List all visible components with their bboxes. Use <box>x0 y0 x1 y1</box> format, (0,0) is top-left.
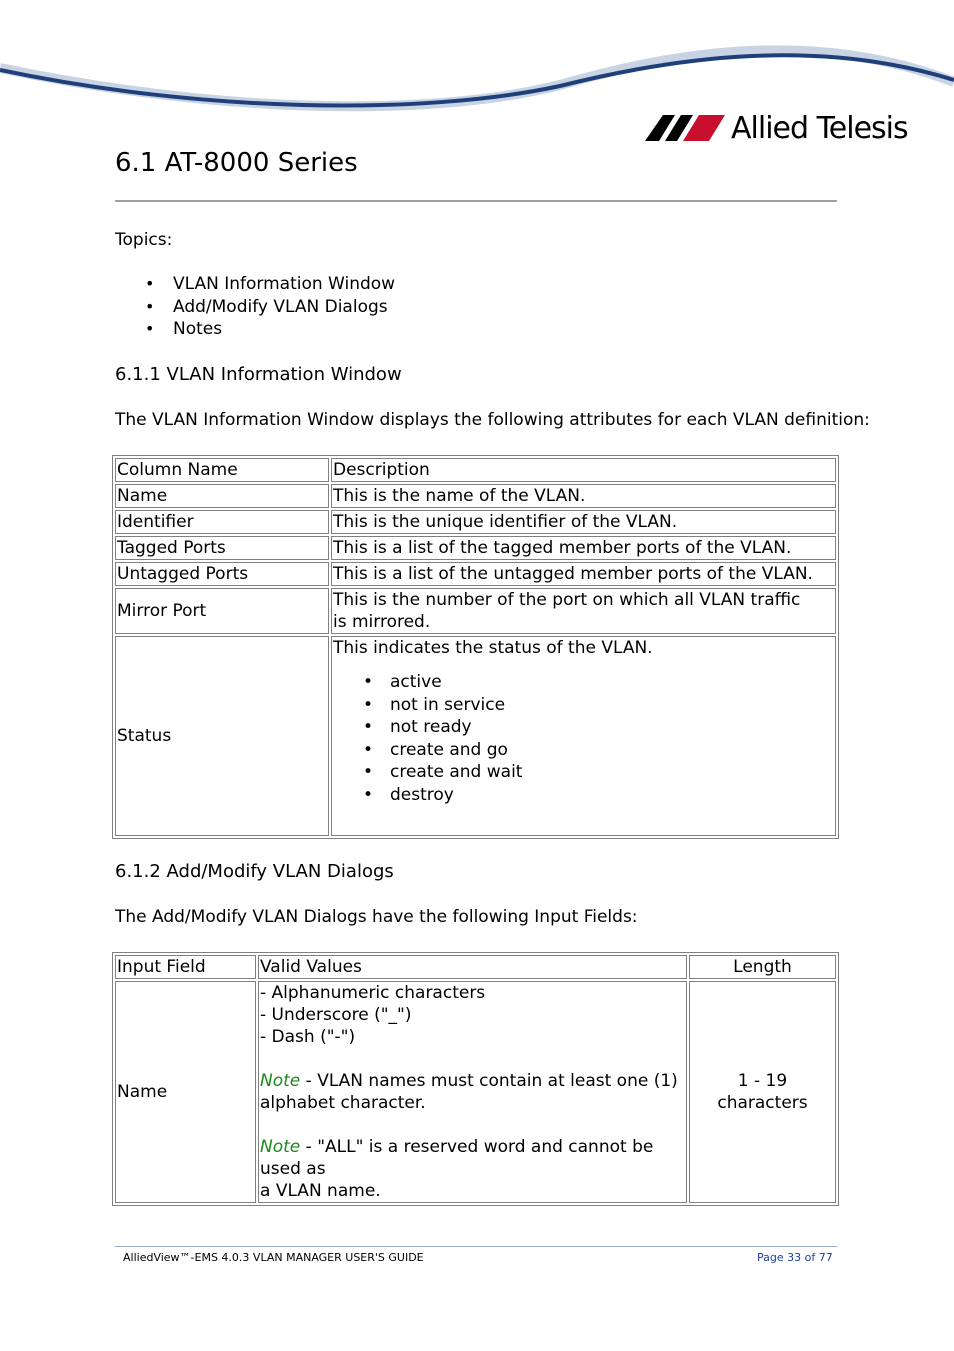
table-cell: Name <box>115 484 329 508</box>
valid-value: - Alphanumeric characters <box>260 983 486 1003</box>
section2-intro: The Add/Modify VLAN Dialogs have the following Input Fields: <box>115 907 638 927</box>
vlan-info-table <box>112 455 839 839</box>
table-cell: Name <box>115 981 256 1203</box>
table-cell: This is the name of the VLAN. <box>331 484 836 508</box>
topic-item: • VLAN Information Window <box>115 273 395 296</box>
note-text: alphabet character. <box>260 1093 426 1113</box>
intro-emphasis: VLAN Information Window <box>152 410 375 430</box>
logo-text: Allied Telesis <box>731 110 908 146</box>
mirror-desc-line: is mirrored. <box>333 612 431 632</box>
mirror-desc-line: This is the number of the port on which all VLAN traffic <box>333 590 801 610</box>
section-heading-add-modify: 6.1.2 Add/Modify VLAN Dialogs <box>115 861 394 882</box>
status-desc: This indicates the status of the VLAN. <box>333 638 653 658</box>
table-cell: Mirror Port <box>115 588 329 634</box>
table-header: Input Field <box>115 955 256 979</box>
page-number: Page 33 of 77 <box>757 1251 833 1264</box>
table-cell <box>258 981 687 1203</box>
intro-prefix: The <box>115 410 153 430</box>
table-cell: Tagged Ports <box>115 536 329 560</box>
list-item: • active <box>333 671 834 694</box>
valid-value: - Dash ("-") <box>260 1027 356 1047</box>
table-cell: Status <box>115 636 329 836</box>
footer-divider <box>115 1246 837 1247</box>
table-row <box>115 536 836 560</box>
topic-item: • Add/Modify VLAN Dialogs <box>115 296 395 319</box>
table-row <box>115 562 836 586</box>
note-line <box>260 1136 685 1180</box>
list-item: • destroy <box>333 784 834 807</box>
table-header: Length <box>689 955 836 979</box>
table-header: Description <box>331 458 836 482</box>
table-cell: This is the unique identifier of the VLAN. <box>331 510 836 534</box>
note-label: Note <box>260 1071 301 1091</box>
topics-label: Topics: <box>115 230 173 250</box>
note-text: a VLAN name. <box>260 1181 381 1201</box>
note-line <box>260 1070 685 1092</box>
allied-telesis-logo <box>645 108 908 148</box>
list-item: • create and go <box>333 739 834 762</box>
table-cell: Identifier <box>115 510 329 534</box>
table-cell <box>331 588 836 634</box>
footer-title: AlliedView™-EMS 4.0.3 VLAN MANAGER USER'S GUIDE <box>123 1251 424 1264</box>
list-item: • create and wait <box>333 761 834 784</box>
logo-mark-icon <box>645 115 725 141</box>
page-title: 6.1 AT-8000 Series <box>115 148 358 178</box>
table-row <box>115 588 836 634</box>
section-heading-vlan-info: 6.1.1 VLAN Information Window <box>115 364 402 385</box>
intro-suffix: displays the following attributes for each VLAN definition: <box>374 410 870 430</box>
status-values-list <box>333 671 834 806</box>
note-text: - VLAN names must contain at least one (1) <box>300 1071 678 1091</box>
topics-list <box>115 273 395 341</box>
table-header: Column Name <box>115 458 329 482</box>
table-cell: Untagged Ports <box>115 562 329 586</box>
valid-value: - Underscore ("_") <box>260 1005 412 1025</box>
table-cell: This is a list of the untagged member ports of the VLAN. <box>331 562 836 586</box>
table-row <box>115 484 836 508</box>
table-header: Valid Values <box>258 955 687 979</box>
table-cell <box>331 636 836 836</box>
table-row <box>115 636 836 836</box>
table-row <box>115 981 836 1203</box>
input-fields-table <box>112 952 839 1206</box>
table-row <box>115 510 836 534</box>
list-item: • not in service <box>333 694 834 717</box>
note-text: - "ALL" is a reserved word and cannot be used as <box>260 1137 654 1179</box>
section1-intro <box>115 409 870 431</box>
table-cell: This is a list of the tagged member ports of the VLAN. <box>331 536 836 560</box>
title-divider <box>115 200 837 202</box>
list-item: • not ready <box>333 716 834 739</box>
topic-item: • Notes <box>115 318 395 341</box>
table-cell: 1 - 19 characters <box>689 981 836 1203</box>
note-label: Note <box>260 1137 301 1157</box>
